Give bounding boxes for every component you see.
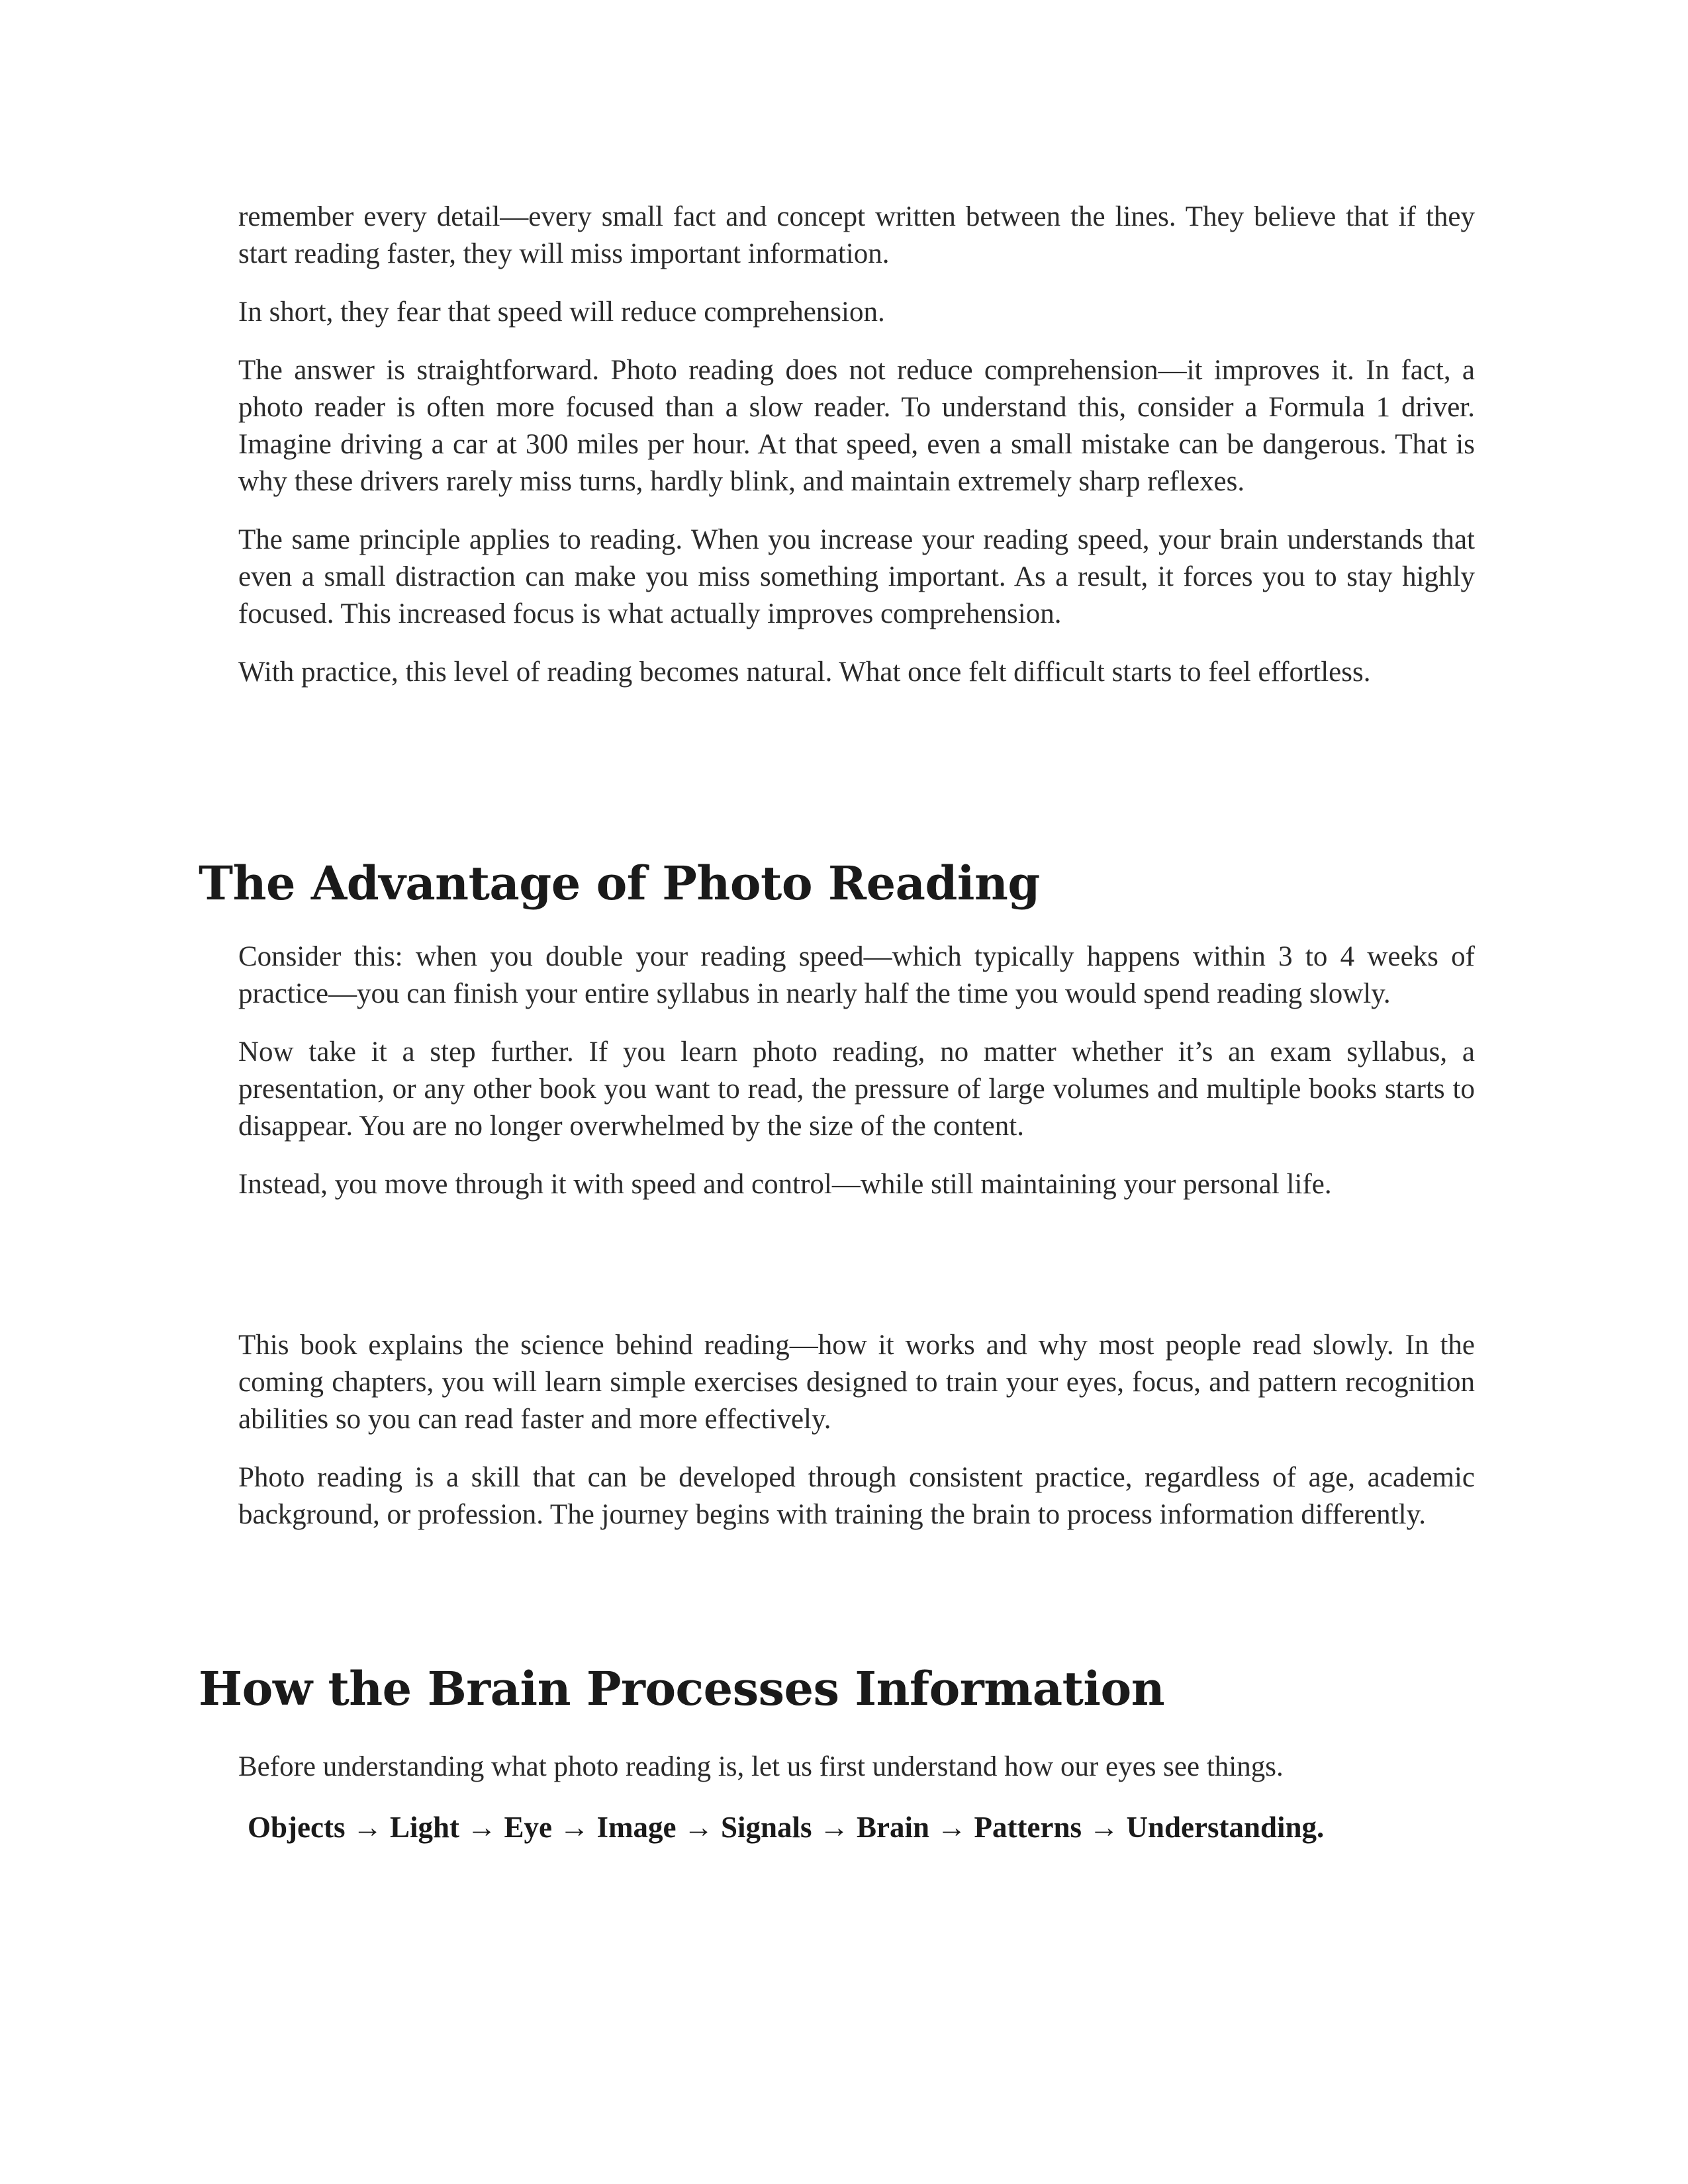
brain-section bbox=[238, 1749, 1475, 1807]
paragraph: This book explains the science behind reading—how it works and why most people read slowly. In the coming chapters, you will learn simple exercises designed to train your eyes, focus, and pattern recognition abilities so you can read faster and more effectively. bbox=[238, 1330, 1475, 1435]
paragraph: In short, they fear that speed will reduce comprehension. bbox=[238, 296, 885, 328]
intro-section bbox=[238, 199, 1475, 712]
paragraph: Consider this: when you double your reading speed—which typically happens within 3 to 4 weeks of practice—you can finish your entire syllabus in nearly half the time you would spend reading slowly. bbox=[238, 941, 1475, 1009]
paragraph: Photo reading is a skill that can be developed through consistent practice, regardless of age, academic background, or profession. The journey begins with training the brain to process information differently. bbox=[238, 1462, 1475, 1530]
paragraph: With practice, this level of reading becomes natural. What once felt difficult starts to feel effortless. bbox=[238, 657, 1371, 688]
section-heading-brain: How the Brain Processes Information bbox=[199, 1661, 1165, 1716]
advantage-section bbox=[238, 938, 1475, 1224]
paragraph: The answer is straightforward. Photo reading does not reduce comprehension—it improves it. In fact, a photo reader is often more focused than a slow reader. To understand this, consider a Formula 1 driver. Imagine driving a car at 300 miles per hour. At that speed, even a small mistake can be dangerous. That is why these drivers rarely miss turns, hardly blink, and maintain extremely sharp reflexes. bbox=[238, 355, 1475, 497]
advantage-section-continued bbox=[238, 1327, 1475, 1555]
section-heading-advantage: The Advantage of Photo Reading bbox=[199, 856, 1040, 911]
paragraph: remember every detail—every small fact and concept written between the lines. They believe that if they start reading faster, they will miss important information. bbox=[238, 201, 1475, 269]
paragraph: Before understanding what photo reading is, let us first understand how our eyes see things. bbox=[238, 1751, 1284, 1782]
paragraph: Instead, you move through it with speed and control—while still maintaining your personal life. bbox=[238, 1169, 1332, 1200]
paragraph: Now take it a step further. If you learn photo reading, no matter whether it’s an exam syllabus, a presentation, or any other book you want to read, the pressure of large volumes and multiple books starts to disappear. You are no longer overwhelmed by the size of the content. bbox=[238, 1036, 1475, 1142]
process-flow: Objects → Light → Eye → Image → Signals → Brain → Patterns → Understanding. bbox=[248, 1811, 1325, 1844]
paragraph: The same principle applies to reading. When you increase your reading speed, your brain understands that even a small distraction can make you miss something important. As a result, it forces you to stay highly focused. This increased focus is what actually improves comprehension. bbox=[238, 524, 1475, 629]
